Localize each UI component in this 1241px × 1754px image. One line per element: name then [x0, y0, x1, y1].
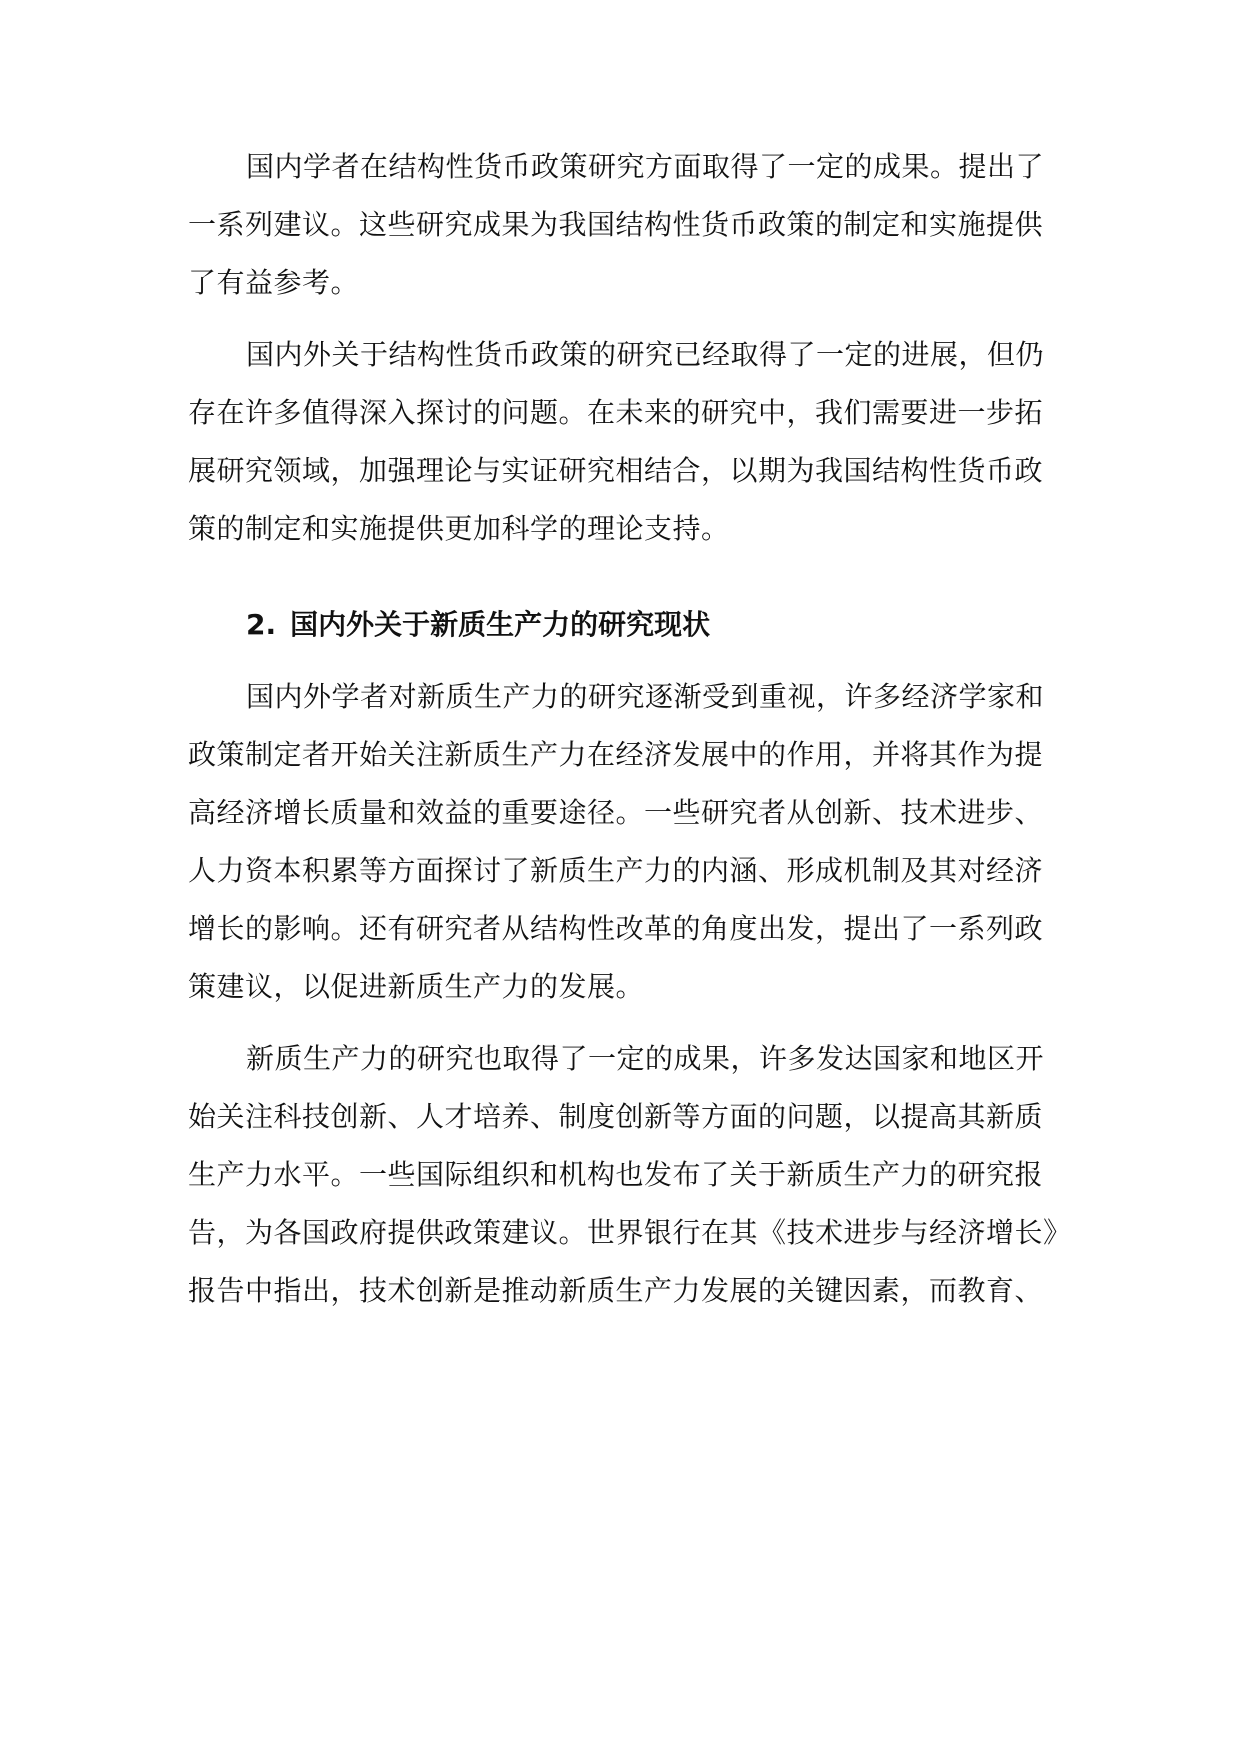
paragraph-line: 高经济增长质量和效益的重要途径。一些研究者从创新、技术进步、: [188, 796, 1044, 829]
paragraph-line: 报告中指出，技术创新是推动新质生产力发展的关键因素，而教育、: [188, 1274, 1044, 1307]
paragraph-line: 告，为各国政府提供政策建议。世界银行在其《技术进步与经济增长》: [188, 1216, 1072, 1249]
paragraph: [188, 138, 1058, 312]
section-heading: [188, 596, 1058, 654]
document-page: [188, 138, 1072, 1320]
paragraph-line: 存在许多值得深入探讨的问题。在未来的研究中，我们需要进一步拓: [188, 396, 1044, 429]
paragraph-line: 始关注科技创新、人才培养、制度创新等方面的问题，以提高其新质: [188, 1100, 1044, 1133]
paragraph: [188, 1030, 1072, 1320]
paragraph-line: 人力资本积累等方面探讨了新质生产力的内涵、形成机制及其对经济: [188, 854, 1044, 887]
paragraph-line: 政策制定者开始关注新质生产力在经济发展中的作用，并将其作为提: [188, 738, 1044, 771]
paragraph-line: 国内外学者对新质生产力的研究逐渐受到重视，许多经济学家和: [246, 680, 1045, 713]
paragraph-line: 国内学者在结构性货币政策研究方面取得了一定的成果。提出了: [246, 150, 1045, 183]
paragraph-line: 策建议，以促进新质生产力的发展。: [188, 970, 645, 1003]
paragraph-line: 一系列建议。这些研究成果为我国结构性货币政策的制定和实施提供: [188, 208, 1044, 241]
paragraph: [188, 668, 1058, 1016]
section-title: 国内外关于新质生产力的研究现状: [290, 608, 711, 641]
paragraph-line: 国内外关于结构性货币政策的研究已经取得了一定的进展，但仍: [246, 338, 1045, 371]
paragraph-line: 增长的影响。还有研究者从结构性改革的角度出发，提出了一系列政: [188, 912, 1044, 945]
section-number: 2.: [246, 608, 277, 641]
paragraph-line: 新质生产力的研究也取得了一定的成果，许多发达国家和地区开: [246, 1042, 1045, 1075]
paragraph-line: 展研究领域，加强理论与实证研究相结合，以期为我国结构性货币政: [188, 454, 1044, 487]
paragraph-line: 生产力水平。一些国际组织和机构也发布了关于新质生产力的研究报: [188, 1158, 1044, 1191]
paragraph: [188, 326, 1058, 558]
paragraph-line: 了有益参考。: [188, 266, 360, 299]
paragraph-line: 策的制定和实施提供更加科学的理论支持。: [188, 512, 730, 545]
